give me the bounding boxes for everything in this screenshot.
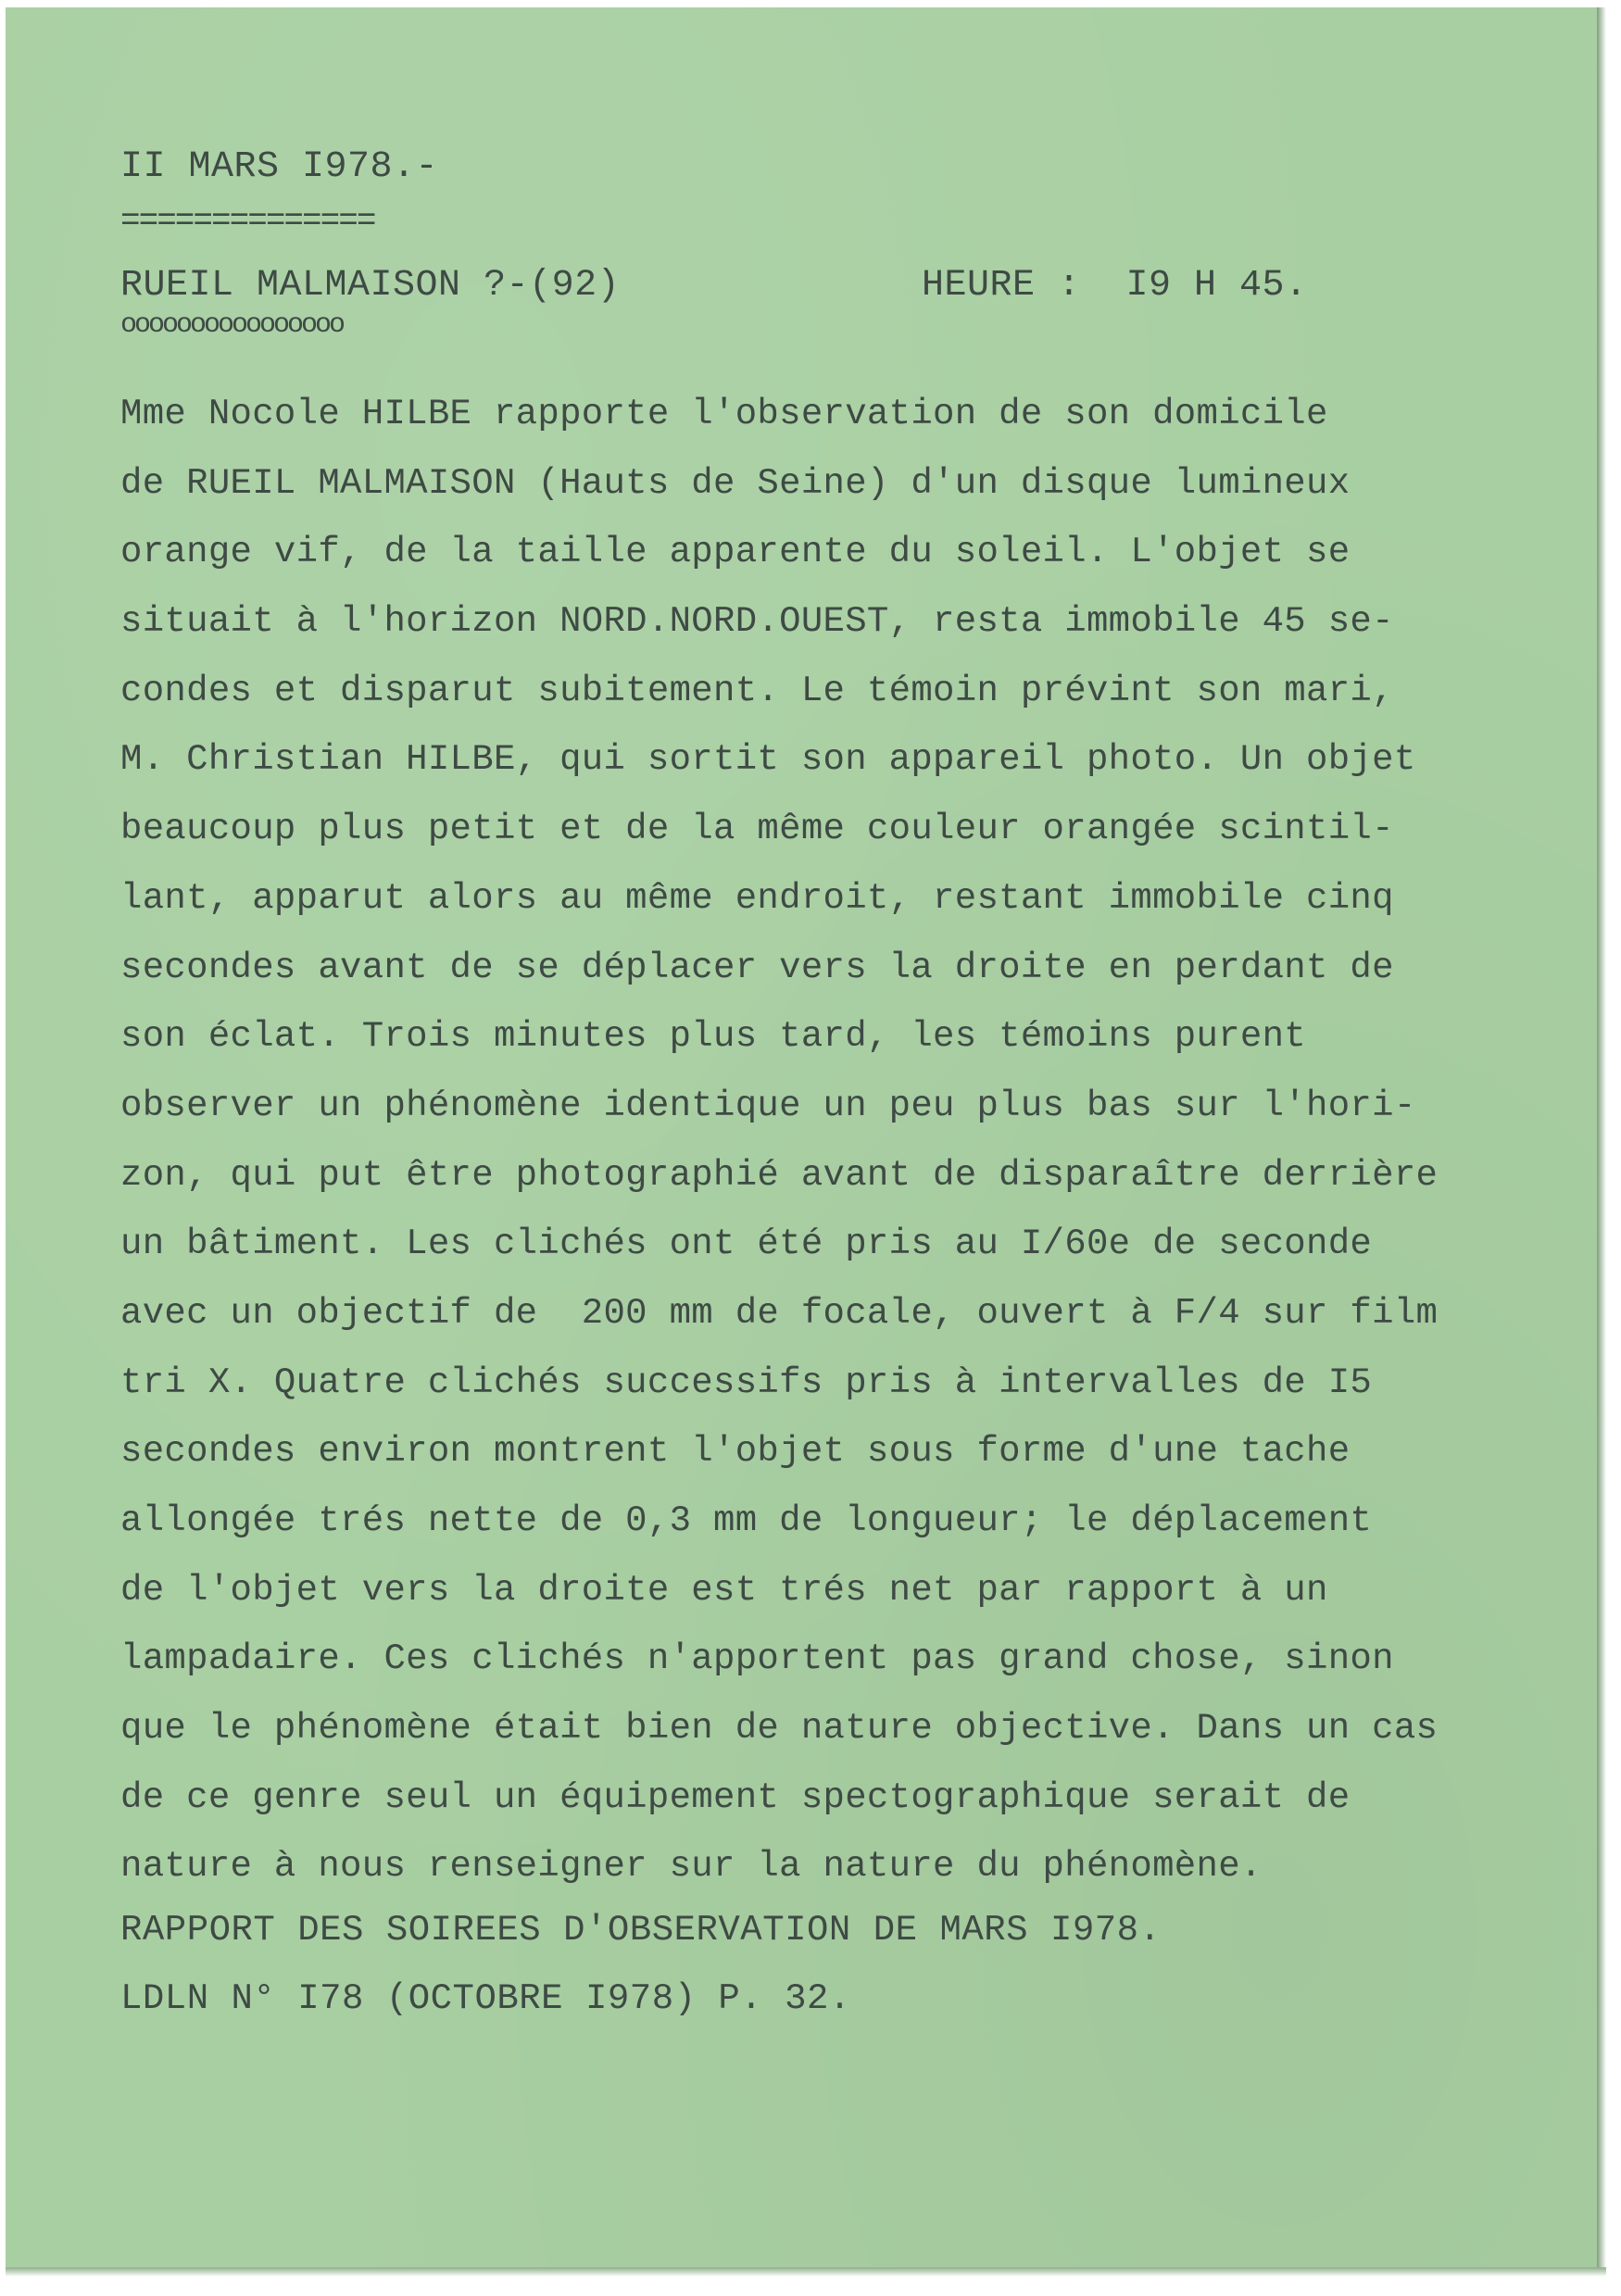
- card-edge-shadow: [1597, 7, 1606, 2267]
- report-line: observer un phénomène identique un peu plus bas sur l'hori-: [120, 1085, 1416, 1126]
- report-line: M. Christian HILBE, qui sortit son appareil photo. Un objet: [120, 739, 1416, 781]
- report-line: avec un objectif de 200 mm de focale, ouvert à F/4 sur film: [120, 1292, 1439, 1334]
- report-line: allongée trés nette de 0,3 mm de longueur; le déplacement: [120, 1500, 1373, 1541]
- report-line: orange vif, de la taille apparente du soleil. L'objet se: [120, 532, 1351, 573]
- report-line: Mme Nocole HILBE rapporte l'observation de son domicile: [120, 394, 1328, 434]
- report-line: lant, apparut alors au même endroit, restant immobile cinq: [120, 877, 1394, 919]
- journal-reference: LDLN N° I78 (OCTOBRE I978) P. 32.: [120, 1978, 851, 2019]
- time-heading: HEURE : I9 H 45.: [922, 265, 1308, 307]
- date-heading: II MARS I978.-: [120, 146, 439, 188]
- report-line: situait à l'horizon NORD.NORD.OUEST, resta immobile 45 se-: [120, 601, 1394, 643]
- report-line: de ce genre seul un équipement spectographique serait de: [120, 1776, 1351, 1818]
- report-line: beaucoup plus petit et de la même couleur orangée scintil-: [120, 809, 1394, 850]
- report-line: secondes environ montrent l'objet sous forme d'une tache: [120, 1431, 1351, 1473]
- report-line: de l'objet vers la droite est trés net par rapport à un: [120, 1569, 1328, 1611]
- report-line: secondes avant de se déplacer vers la droite en perdant de: [120, 947, 1394, 988]
- report-line: un bâtiment. Les clichés ont été pris au I/60e de seconde: [120, 1223, 1373, 1265]
- date-underline: ==============: [120, 202, 375, 240]
- observation-report: [120, 380, 1438, 1901]
- report-line: condes et disparut subitement. Le témoin prévint son mari,: [120, 670, 1394, 711]
- report-line: tri X. Quatre clichés successifs pris à intervalles de I5: [120, 1361, 1373, 1403]
- location-heading: RUEIL MALMAISON ?-(92): [120, 265, 621, 307]
- report-line: zon, qui put être photographié avant de disparaître derrière: [120, 1154, 1439, 1196]
- report-reference: RAPPORT DES SOIREES D'OBSERVATION DE MARS I978.: [120, 1910, 1162, 1951]
- card-bottom-shadow: [6, 2267, 1606, 2277]
- report-line: de RUEIL MALMAISON (Hauts de Seine) d'un disque lumineux: [120, 462, 1351, 504]
- report-line: son éclat. Trois minutes plus tard, les témoins purent: [120, 1016, 1307, 1058]
- report-line: lampadaire. Ces clichés n'apportent pas grand chose, sinon: [120, 1638, 1394, 1680]
- report-line: nature à nous renseigner sur la nature du phénomène.: [120, 1846, 1263, 1888]
- report-line: que le phénomène était bien de nature objective. Dans un cas: [120, 1708, 1439, 1750]
- location-underline: oooooooooooooooo: [120, 309, 344, 341]
